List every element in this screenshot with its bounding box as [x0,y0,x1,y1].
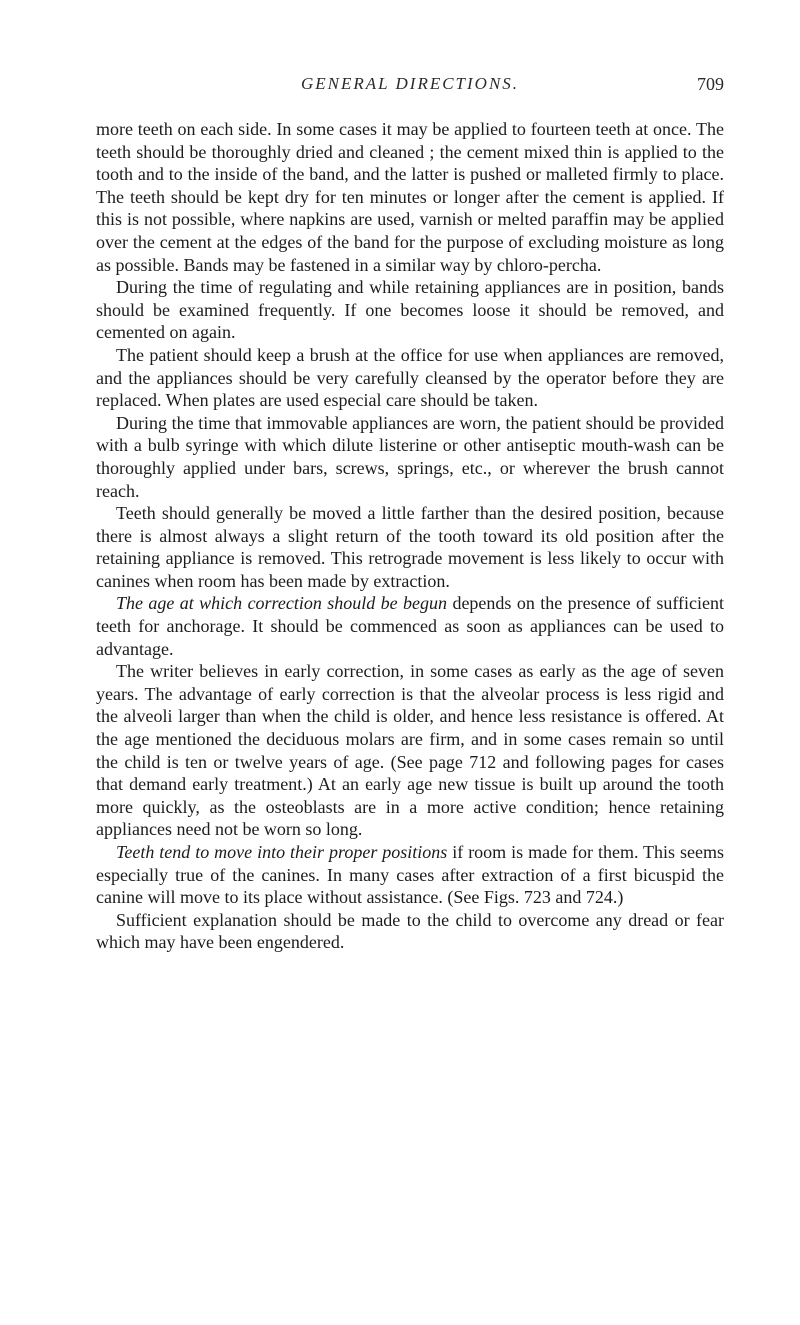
paragraph-8 [96,841,724,909]
running-head [96,74,724,98]
paragraph-text: The patient should keep a brush at the office for use when appliances are removed, and the appliances should be very carefully cleansed by the operator before they are replaced. When plates are used especial care should be taken. [96,344,724,411]
paragraph-3 [96,344,724,412]
paragraph-6 [96,592,724,660]
paragraph-text: Sufficient explanation should be made to the child to overcome any dread or fear which may have been engendered. [96,909,724,953]
paragraph-1 [96,118,724,276]
paragraph-text: Teeth should generally be moved a little farther than the desired position, because there is almost always a slight return of the tooth toward its old position after the retaining appliance is removed. This retrograde movement is less likely to occur with canines when room has been made by extraction. [96,503,724,591]
paragraph-lead: Teeth tend to move into their proper positions [116,842,448,862]
paragraph-text: depends on the presence of sufficient teeth for anchorage. It should be commenced as soon as appliances can be used to advantage. [96,593,724,659]
paragraph-2 [96,276,724,344]
body-text [96,118,724,954]
paragraph-text: more teeth on each side. In some cases it may be applied to fourteen teeth at once. The teeth should be thoroughly dried and cleaned ; the cement mixed thin is applied to the tooth and to the inside of the band, and the latter is pushed or malleted firmly to place. The teeth should be kept dry for ten minutes or longer after the cement is applied. If this is not possible, where napkins are used, varnish or melted paraffin may be applied over the cement at the edges of the band for the purpose of excluding moisture as long as possible. Bands may be fastened in a similar way by chloro-percha. [96,119,724,275]
paragraph-text: The writer believes in early correction, in some cases as early as the age of seven years. The advantage of early correction is that the alveolar process is less rigid and the alveoli larger than when the child is older, and hence less resistance is offered. At the age mentioned the deciduous molars are firm, and in some cases remain so until the child is ten or twelve years of age. (See page 712 and following pages for cases that demand early treatment.) At an early age new tissue is built up around the tooth more quickly, as the osteoblasts are in a more active condition; hence retaining appliances need not be worn so long. [96,661,724,840]
paragraph-text: During the time of regulating and while retaining appliances are in position, bands should be examined frequently. If one becomes loose it should be removed, and cemented on again. [96,277,724,343]
paragraph-text: During the time that immovable appliances are worn, the patient should be provided with a bulb syringe with which dilute listerine or other antiseptic mouth-wash can be thoroughly applied under bars, screws, springs, etc., or wherever the brush cannot reach. [96,412,724,501]
running-title: GENERAL DIRECTIONS. [300,74,520,93]
paragraph-7 [96,660,724,841]
page-number: 709 [697,74,724,94]
paragraph-text: if room is made for them. This seems especially true of the canines. In many cases after extraction of a first bicuspid the canine will move to its place without assistance. (See Figs. 723 and 724.) [96,842,725,908]
paragraph-4 [96,412,724,502]
paragraph-9 [96,909,724,954]
paragraph-5 [96,502,724,592]
paragraph-lead: The age at which correction should be begun [116,593,448,614]
